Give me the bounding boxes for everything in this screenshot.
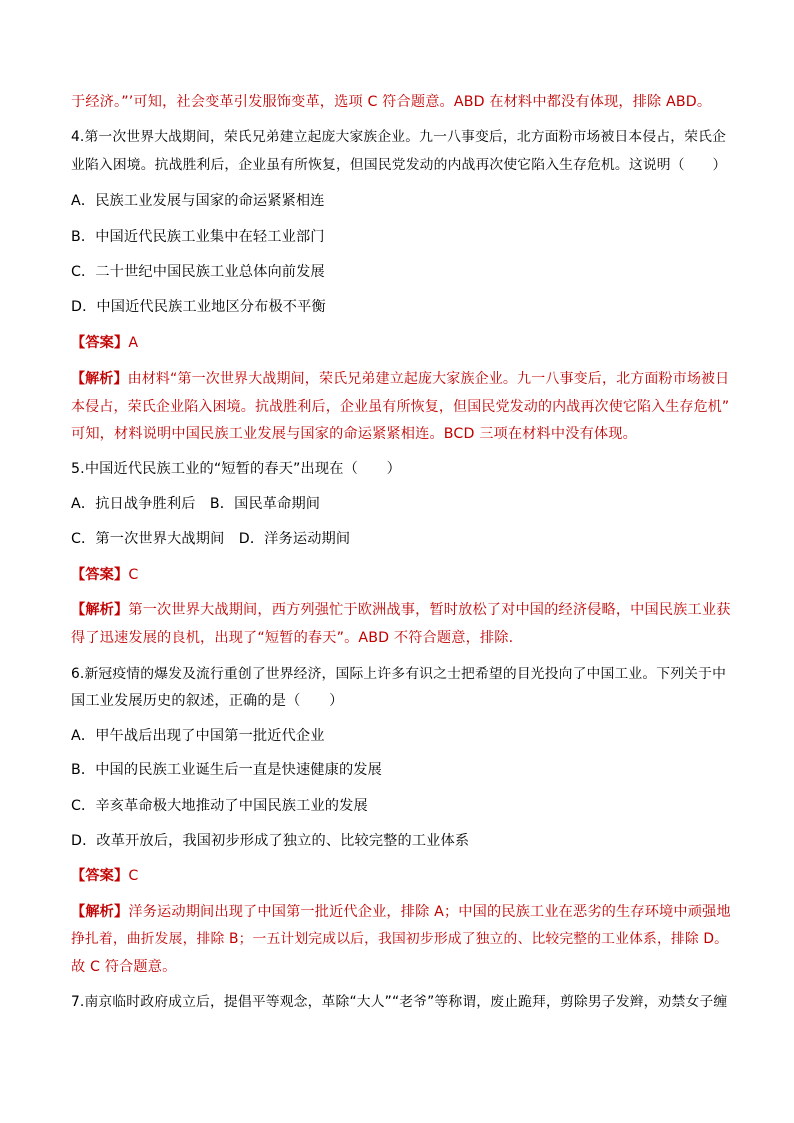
question-6-stem: 6.新冠疫情的爆发及流行重创了世界经济，国际上许多有识之士把希望的目光投向了中国工业。下列关于中 bbox=[71, 666, 727, 682]
question-5-stem: 5.中国近代民族工业的“短暂的春天”出现在（ ） bbox=[71, 461, 401, 477]
question-5-options-ab: A．抗日战争胜利后 B．国民革命期间 bbox=[71, 496, 321, 512]
question-5-answer: 【答案】C bbox=[71, 567, 139, 583]
question-6-explanation-cont: 挣扎着，曲折发展，排除 B；一五计划完成以后，我国初步形成了独立的、比较完整的工业体系，排除 D。 bbox=[71, 931, 729, 947]
question-6-explanation: 【解析】洋务运动期间出现了中国第一批近代企业，排除 A；中国的民族工业在恶劣的生存环境中顽强地 bbox=[71, 904, 731, 920]
answer-tag: 【答案】 bbox=[71, 868, 129, 884]
question-4-explanation: 【解析】由材料“第一次世界大战期间，荣氏兄弟建立起庞大家族企业。九一八事变后，北方面粉市场被日 bbox=[71, 371, 730, 387]
question-5-explanation-cont: 得了迅速发展的良机，出现了“短暂的春天”。ABD 不符合题意，排除. bbox=[71, 630, 514, 646]
question-4-explanation-cont: 可知，材料说明中国民族工业发展与国家的命运紧紧相连。BCD 三项在材料中没有体现。 bbox=[71, 426, 637, 442]
question-4-option-a: A．民族工业发展与国家的命运紧紧相连 bbox=[71, 193, 325, 209]
question-6-explanation-cont: 故 C 符合题意。 bbox=[71, 959, 177, 975]
answer-tag: 【答案】 bbox=[71, 567, 129, 583]
explanation-tag: 【解析】 bbox=[71, 602, 129, 618]
question-4-answer: 【答案】A bbox=[71, 335, 139, 351]
question-4-explanation-cont: 本侵占，荣氏企业陷入困境。抗战胜利后，企业虽有所恢复，但国民党发动的内战再次使它陷入生存危机” bbox=[71, 399, 730, 415]
explanation-continuation: 于经济。”’可知，社会变革引发服饰变革，选项 C 符合题意。ABD 在材料中都没有体现，排除 ABD。 bbox=[71, 94, 712, 110]
question-6-stem-cont: 国工业发展历史的叙述，正确的是（ ） bbox=[71, 693, 344, 709]
explanation-tag: 【解析】 bbox=[71, 371, 128, 387]
question-5-explanation: 【解析】第一次世界大战期间，西方列强忙于欧洲战事，暂时放松了对中国的经济侵略，中国民族工业获 bbox=[71, 602, 731, 618]
question-6-answer: 【答案】C bbox=[71, 868, 139, 884]
question-6-option-b: B．中国的民族工业诞生后一直是快速健康的发展 bbox=[71, 762, 382, 778]
explanation-tag: 【解析】 bbox=[71, 904, 129, 920]
question-6-option-d: D．改革开放后，我国初步形成了独立的、比较完整的工业体系 bbox=[71, 833, 470, 849]
question-6-option-c: C．辛亥革命极大地推动了中国民族工业的发展 bbox=[71, 798, 368, 814]
question-4-option-b: B．中国近代民族工业集中在轻工业部门 bbox=[71, 229, 325, 245]
question-4-option-d: D．中国近代民族工业地区分布极不平衡 bbox=[71, 299, 326, 315]
question-5-options-cd: C．第一次世界大战期间 D．洋务运动期间 bbox=[71, 531, 351, 547]
question-4-option-c: C．二十世纪中国民族工业总体向前发展 bbox=[71, 264, 325, 280]
question-6-option-a: A．甲午战后出现了中国第一批近代企业 bbox=[71, 728, 325, 744]
question-7-stem: 7.南京临时政府成立后，提倡平等观念，革除“大人”“老爷”等称谓，废止跪拜，剪除男子发辫，劝禁女子缠 bbox=[71, 994, 728, 1010]
answer-tag: 【答案】 bbox=[71, 335, 129, 351]
question-4-stem-cont: 业陷入困境。抗战胜利后，企业虽有所恢复，但国民党发动的内战再次使它陷入生存危机。这说明（ ） bbox=[71, 157, 727, 173]
question-4-stem: 4.第一次世界大战期间，荣氏兄弟建立起庞大家族企业。九一八事变后，北方面粉市场被日本侵占，荣氏企 bbox=[71, 129, 727, 145]
